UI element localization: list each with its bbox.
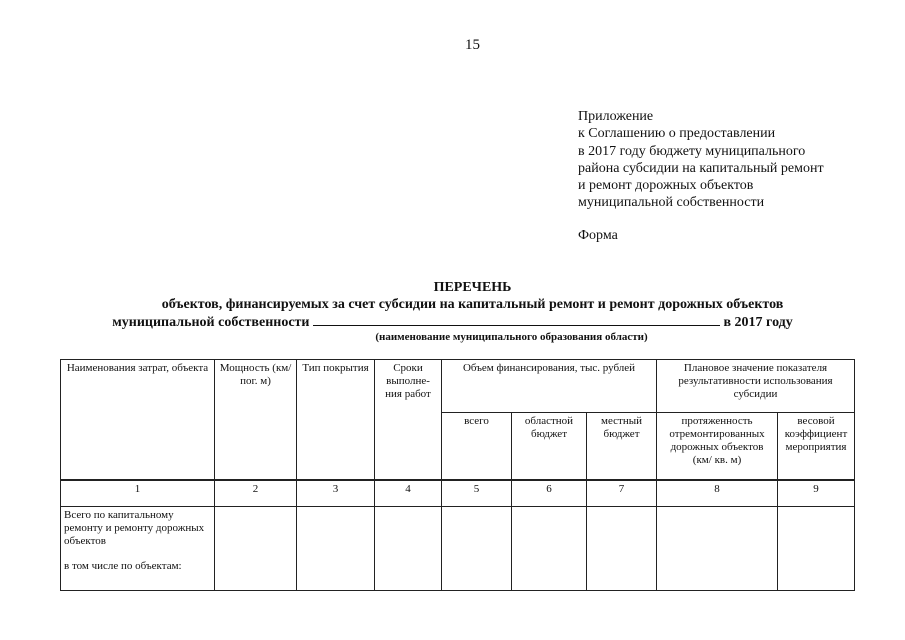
row-total-label: Всего по капитальному ремонту и ремонту дорожных объектов bbox=[64, 509, 205, 547]
header-table bbox=[60, 359, 855, 480]
municipality-note: (наименование муниципального образования области) bbox=[375, 331, 648, 343]
header-total: всего bbox=[442, 413, 512, 480]
table-cell[interactable] bbox=[778, 507, 855, 591]
column-number: 8 bbox=[657, 481, 778, 507]
column-number: 2 bbox=[215, 481, 297, 507]
header-weight: весовой коэффициент мероприятия bbox=[778, 413, 855, 480]
column-number: 6 bbox=[512, 481, 587, 507]
header-name: Наименования затрат, объекта bbox=[61, 360, 215, 480]
table-cell[interactable] bbox=[512, 507, 587, 591]
row-objects-label: в том числе по объектам: bbox=[64, 560, 182, 572]
column-number: 9 bbox=[778, 481, 855, 507]
appendix-line: и ремонт дорожных объектов bbox=[578, 178, 754, 194]
municipality-line bbox=[0, 313, 905, 331]
appendix-line: к Соглашению о предоставлении bbox=[578, 126, 776, 142]
table-cell[interactable] bbox=[375, 507, 442, 591]
document-subtitle: объектов, финансируемых за счет субсидии на капитальный ремонт и ремонт дорожных объектов bbox=[161, 297, 784, 312]
municipality-suffix: в 2017 году bbox=[723, 315, 793, 330]
table-row bbox=[61, 507, 855, 591]
header-surface: Тип покрытия bbox=[297, 360, 375, 480]
column-number: 1 bbox=[61, 481, 215, 507]
page-number: 15 bbox=[465, 37, 480, 53]
appendix-line: района субсидии на капитальный ремонт bbox=[578, 160, 824, 176]
column-number: 5 bbox=[442, 481, 512, 507]
header-planned: Плановое значение показателя результативности использования субсидии bbox=[657, 360, 855, 413]
column-number: 7 bbox=[587, 481, 657, 507]
form-label: Форма bbox=[578, 228, 618, 243]
column-number: 4 bbox=[375, 481, 442, 507]
appendix-block bbox=[578, 108, 824, 212]
table-cell[interactable] bbox=[442, 507, 512, 591]
header-financing: Объем финансирования, тыс. рублей bbox=[442, 360, 657, 413]
header-capacity: Мощность (км/ пог. м) bbox=[215, 360, 297, 480]
appendix-line: Приложение bbox=[578, 109, 654, 124]
column-number: 3 bbox=[297, 481, 375, 507]
row-label-cell bbox=[61, 507, 215, 591]
header-terms: Сроки выполне- ния работ bbox=[375, 360, 442, 480]
municipality-blank-field[interactable] bbox=[313, 313, 720, 326]
appendix-line: муниципальной собственности bbox=[578, 195, 765, 211]
header-regional: областной бюджет bbox=[512, 413, 587, 480]
data-table bbox=[60, 480, 855, 591]
header-local: местный бюджет bbox=[587, 413, 657, 480]
municipality-prefix: муниципальной собственности bbox=[112, 315, 310, 330]
appendix-line: в 2017 году бюджету муниципального bbox=[578, 143, 806, 159]
document-title: ПЕРЕЧЕНЬ bbox=[433, 280, 512, 295]
table-cell[interactable] bbox=[657, 507, 778, 591]
header-length: протяженность отремонтированных дорожных объектов (км/ кв. м) bbox=[657, 413, 778, 480]
table-cell[interactable] bbox=[297, 507, 375, 591]
table-cell[interactable] bbox=[215, 507, 297, 591]
column-numbers-row bbox=[61, 481, 855, 507]
table-cell[interactable] bbox=[587, 507, 657, 591]
